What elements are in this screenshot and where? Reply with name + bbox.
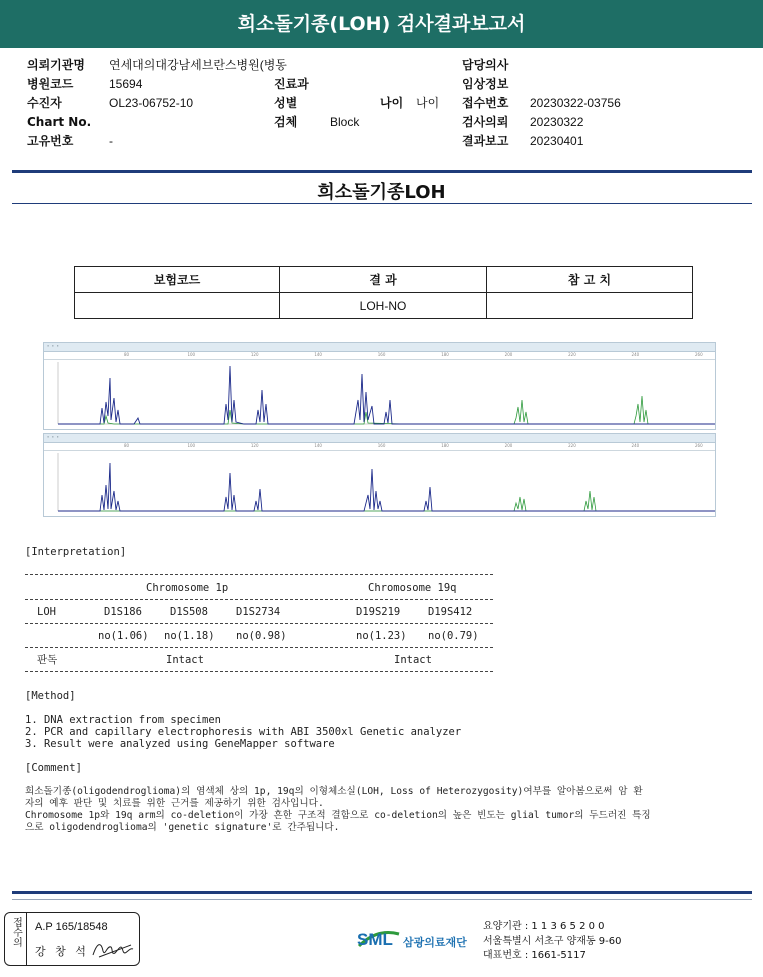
- org-line-2: 서울특별시 서초구 양재동 9-60: [483, 935, 622, 947]
- panel-1-toolbar: ▪ ▪ ▪: [44, 343, 715, 352]
- footer-thin-rule: [12, 899, 752, 900]
- ruler-tick-label: 80: [124, 352, 130, 357]
- specimen-value: Block: [330, 115, 360, 129]
- ruler-tick-label: 120: [250, 352, 259, 357]
- ruler-tick-label: 260: [695, 443, 703, 448]
- request-date-value: 20230322: [530, 115, 584, 129]
- method-heading: [Method]: [25, 690, 76, 702]
- electropherogram-trace-2: [44, 451, 715, 515]
- interpretation-heading: [Interpretation]: [25, 546, 127, 558]
- ruler-tick-label: 100: [187, 443, 196, 448]
- section-bottom-rule: [12, 203, 752, 204]
- loh-label: LOH: [37, 606, 56, 618]
- comment-line-2: 자의 예후 판단 및 치료를 위한 근거를 제공하기 위한 검사입니다.: [25, 798, 324, 809]
- result-table-header: [75, 267, 693, 293]
- cell-reference: [487, 293, 693, 319]
- result-table-row: [75, 293, 693, 319]
- receipt-no-value: 20230322-03756: [530, 96, 621, 110]
- sex-label: 성별: [274, 96, 298, 110]
- hospital-code-label: 병원코드: [27, 77, 74, 91]
- clinical-info-label: 임상정보: [462, 77, 509, 91]
- chr1p-label: Chromosome 1p: [146, 582, 229, 594]
- sml-logo-name: 삼광의료재단: [403, 936, 467, 949]
- doctor-label: 담당의사: [462, 58, 509, 72]
- hospital-code-value: 15694: [109, 77, 143, 91]
- panel-2-toolbar: ▪ ▪ ▪: [44, 434, 715, 443]
- comment-line-1: 희소돌기종(oligodendroglioma)의 염색체 상의 1p, 19q의 이형체소실(LOH, Loss of Heterozygosity)여부를 알아봄으로써 암 환: [25, 786, 643, 797]
- org-line-3: 대표번호 : 1661-5117: [483, 950, 586, 961]
- patient-label: 수진자: [27, 96, 62, 110]
- interp-rule-3: [25, 623, 493, 624]
- unique-no-label: 고유번호: [27, 134, 74, 148]
- ruler-tick-label: 180: [441, 352, 449, 357]
- marker-d1s508: D1S508: [170, 606, 208, 618]
- marker-d1s186: D1S186: [104, 606, 142, 618]
- stamp-vertical-label: [5, 913, 27, 965]
- interp-rule-5: [25, 671, 493, 672]
- doctor-name: 강 창 석: [35, 945, 89, 958]
- marker-d19s412: D19S412: [428, 606, 473, 618]
- org-line-1: 요양기관 : 1 1 3 6 5 2 0 0: [483, 921, 605, 932]
- method-line-3: 3. Result were analyzed using GeneMapper software: [25, 738, 335, 750]
- electropherogram-panel-1: [43, 342, 716, 430]
- electropherogram-trace-1: [44, 360, 715, 428]
- organization-info: [483, 920, 622, 964]
- comment-line-3: Chromosome 1p와 19q arm의 co-deletion이 가장 흔한 구조적 결함으로 co-deletion의 높은 빈도는 glial tumor의 두드러진 특징: [25, 810, 651, 821]
- patient-value: OL23-06752-10: [109, 96, 194, 110]
- report-date-label: 결과보고: [462, 134, 509, 148]
- value-d19s412: no(0.79): [428, 630, 479, 642]
- interp-rule-4: [25, 647, 493, 648]
- marker-d19s219: D19S219: [356, 606, 401, 618]
- sml-logo: [355, 924, 475, 958]
- specimen-label: 검체: [274, 115, 298, 129]
- ruler-tick-label: 140: [314, 352, 322, 357]
- interp-rule-1: [25, 574, 493, 575]
- ruler-tick-label: 140: [314, 443, 322, 448]
- hospital-value: 연세대의대강남세브란스병원(병동: [109, 58, 287, 72]
- ruler-tick-label: 180: [441, 443, 449, 448]
- header-reference: 참 고 치: [487, 267, 693, 293]
- comment-heading: [Comment]: [25, 762, 82, 774]
- ruler-tick-label: 260: [695, 352, 703, 357]
- request-date-label: 검사의뢰: [462, 115, 509, 129]
- method-line-2: 2. PCR and capillary electrophoresis with ABI 3500xl Genetic analyzer: [25, 726, 462, 738]
- value-d19s219: no(1.23): [356, 630, 407, 642]
- ap-number: A.P 165/18548: [35, 921, 108, 933]
- pathologist-stamp-box: [4, 912, 140, 966]
- receipt-no-label: 접수번호: [462, 96, 509, 110]
- chr19q-label: Chromosome 19q: [368, 582, 457, 594]
- signature-icon: [91, 937, 137, 961]
- judgement-1p: Intact: [166, 654, 204, 666]
- info-right: [462, 56, 621, 151]
- ruler-tick-label: 160: [377, 443, 386, 448]
- judgement-19q: Intact: [394, 654, 432, 666]
- cell-insurance-code: [75, 293, 280, 319]
- report-title: 희소돌기종(LOH) 검사결과보고서: [0, 0, 763, 48]
- age-value: 나이: [416, 96, 440, 110]
- ruler-tick-label: 240: [631, 443, 640, 448]
- comment-line-4: 으로 oligodendroglioma의 'genetic signature'로 간주됩니다.: [25, 822, 340, 833]
- interp-rule-2: [25, 599, 493, 600]
- value-d1s508: no(1.18): [164, 630, 215, 642]
- result-table: [74, 266, 693, 319]
- info-left: [27, 56, 287, 151]
- section-title: 희소돌기종LOH: [317, 182, 446, 203]
- report-date-value: 20230401: [530, 134, 584, 148]
- info-age: [380, 94, 439, 113]
- value-d1s2734: no(0.98): [236, 630, 287, 642]
- info-middle: [274, 75, 359, 132]
- header-insurance-code: 보험코드: [75, 267, 280, 293]
- sml-logo-text: SML: [357, 930, 393, 949]
- ruler-tick-label: 100: [187, 352, 196, 357]
- panel-1-ruler: [44, 352, 715, 360]
- age-label: 나이: [380, 96, 404, 110]
- unique-no-value: -: [109, 134, 113, 148]
- panel-2-ruler: [44, 443, 715, 451]
- ruler-tick-label: 120: [250, 443, 259, 448]
- ruler-tick-label: 220: [568, 443, 576, 448]
- ruler-tick-label: 200: [504, 443, 513, 448]
- ruler-tick-label: 80: [124, 443, 130, 448]
- stamp-vertical-text: 접수의: [10, 917, 22, 947]
- ruler-tick-label: 240: [631, 352, 640, 357]
- method-line-1: 1. DNA extraction from specimen: [25, 714, 221, 726]
- cell-result: LOH-NO: [280, 293, 487, 319]
- department-label: 진료과: [274, 77, 309, 91]
- footer-top-rule: [12, 891, 752, 894]
- electropherogram-panel-2: [43, 433, 716, 517]
- ruler-tick-label: 160: [377, 352, 386, 357]
- header-result: 결 과: [280, 267, 487, 293]
- judgement-label: 판독: [37, 654, 58, 666]
- value-d1s186: no(1.06): [98, 630, 149, 642]
- marker-d1s2734: D1S2734: [236, 606, 281, 618]
- section-top-rule: [12, 170, 752, 173]
- ruler-tick-label: 200: [504, 352, 513, 357]
- chart-no-label: Chart No.: [27, 115, 92, 129]
- ruler-tick-label: 220: [568, 352, 576, 357]
- hospital-label: 의뢰기관명: [27, 58, 85, 72]
